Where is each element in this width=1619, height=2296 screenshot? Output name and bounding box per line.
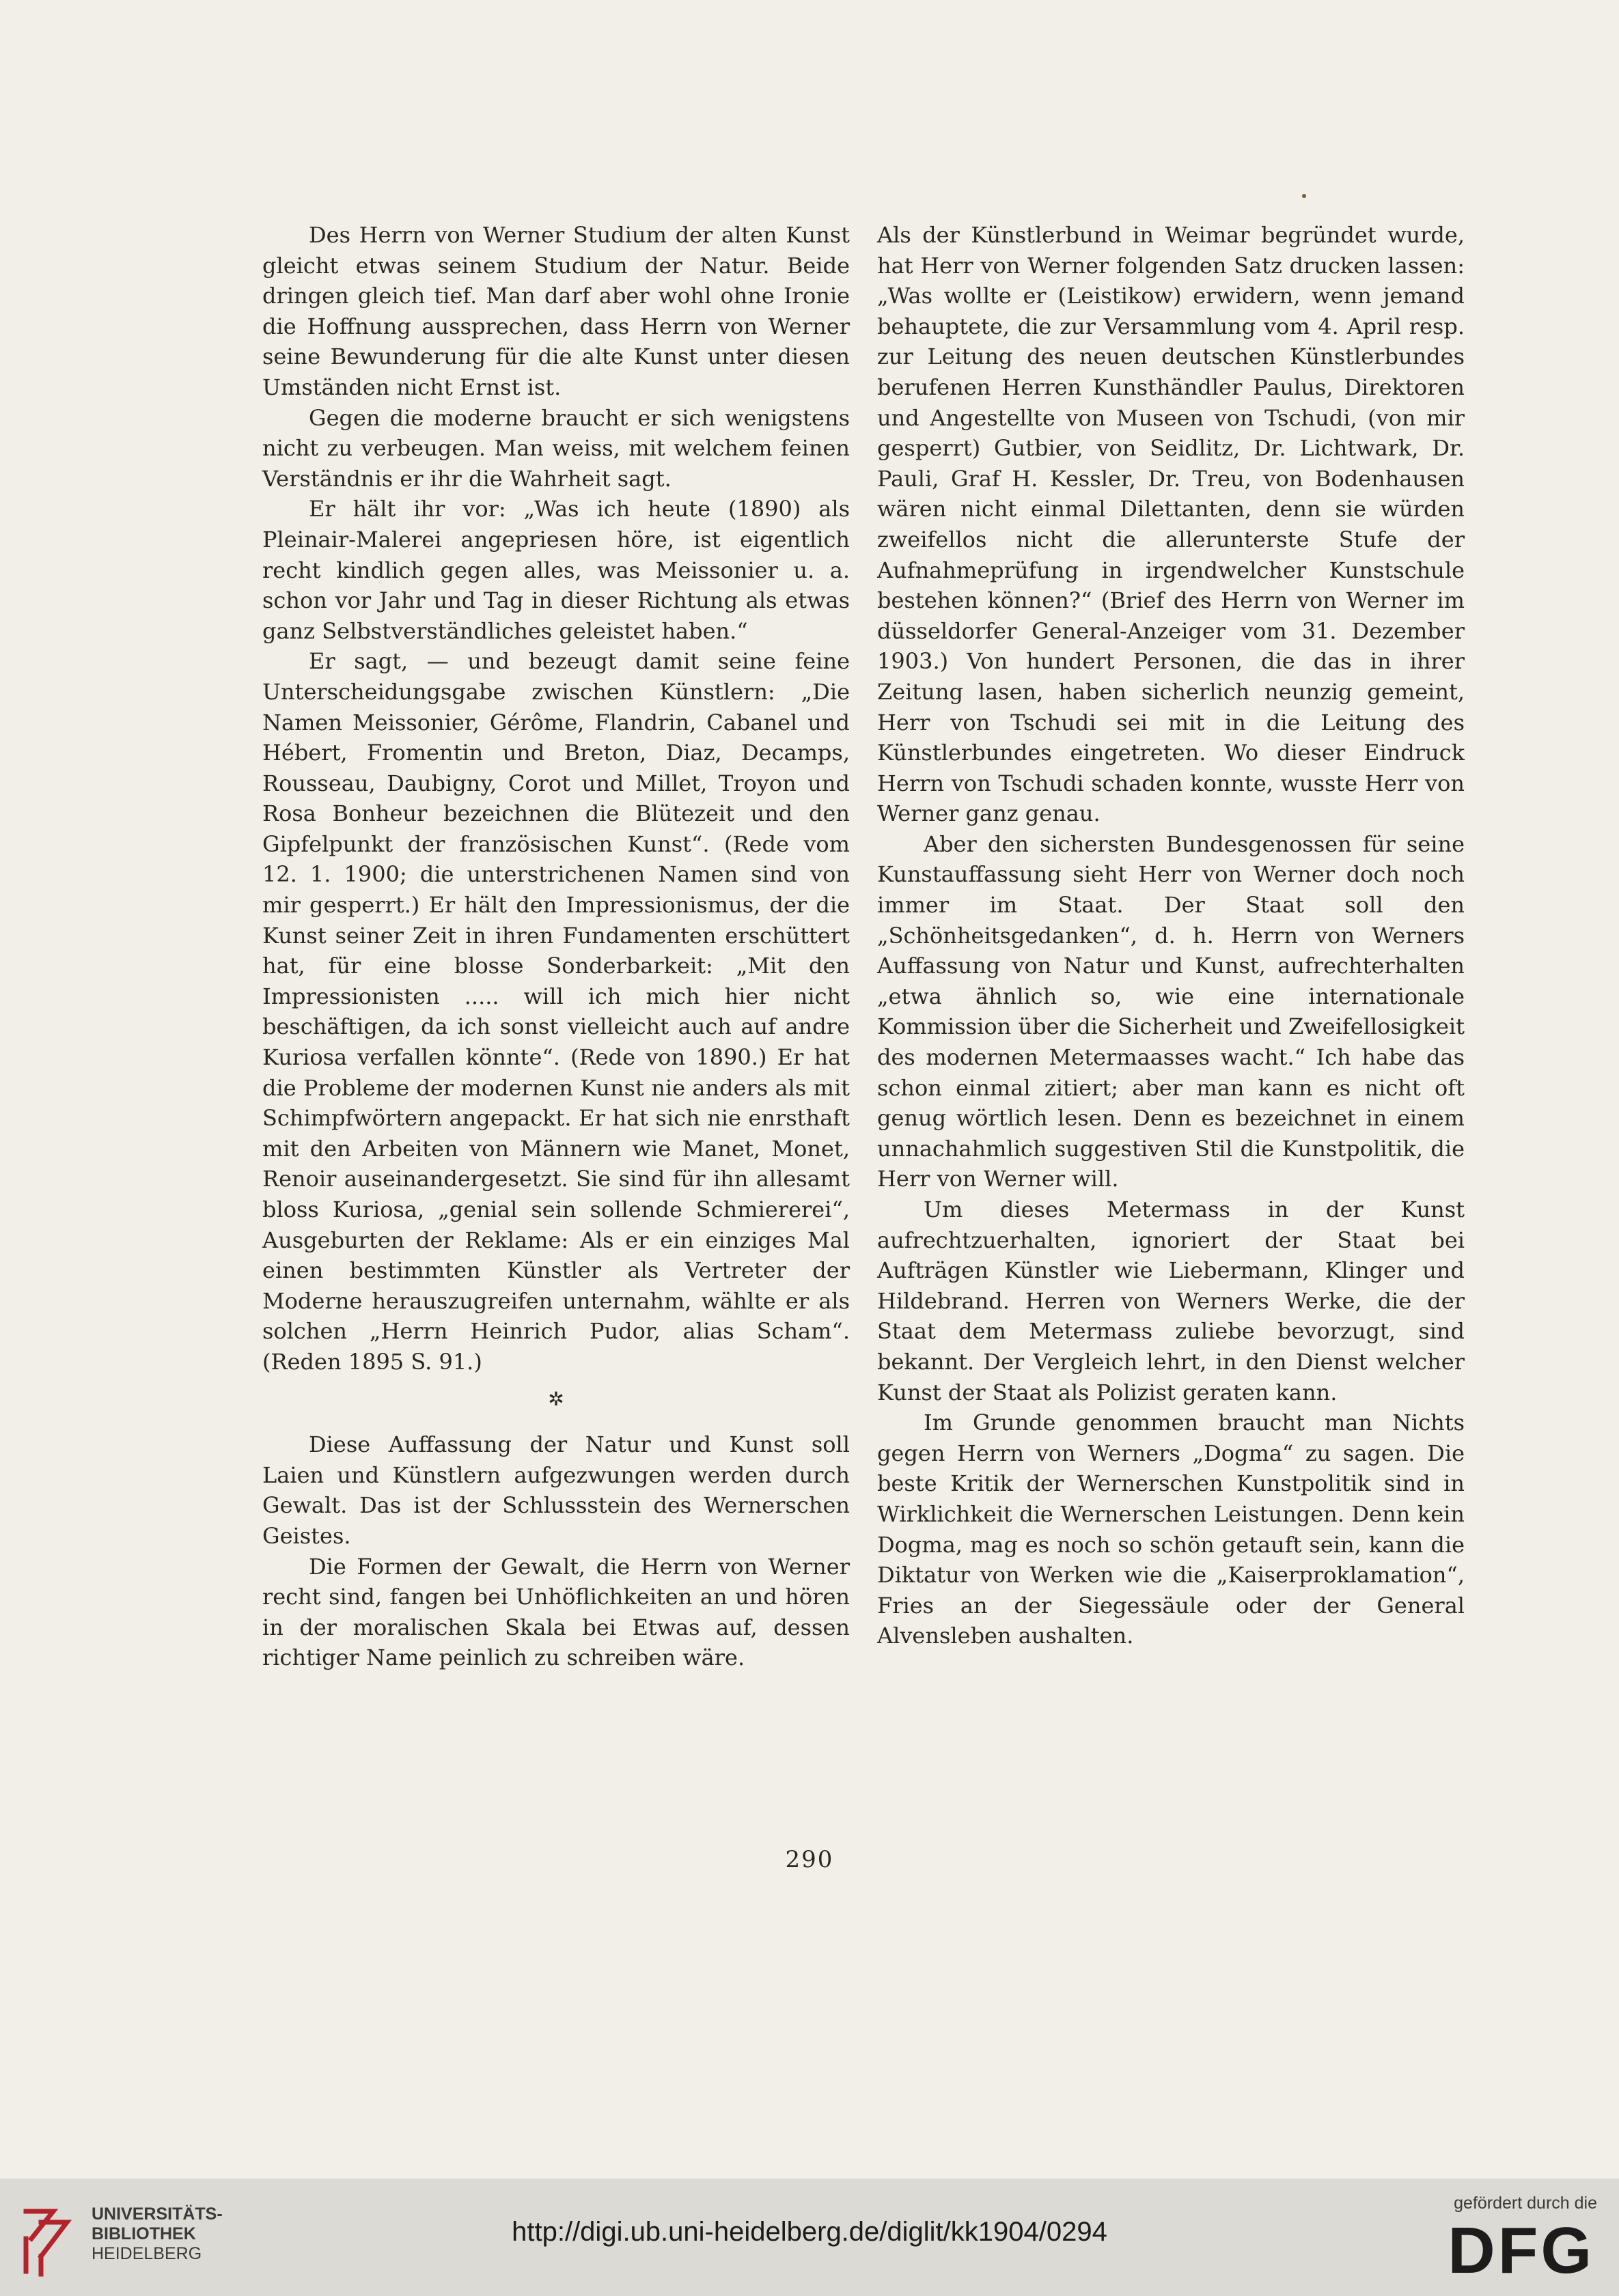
paragraph: Er hält ihr vor: „Was ich heute (1890) als Pleinair-Malerei angepriesen höre, ist eigentlich recht kindlich gegen alles, was Meissonier u. a. schon vor Jahr und Tag in dieser Richtung als etwas ganz Selbstverständliches geleistet haben.“ bbox=[262, 496, 850, 644]
page-number: 290 bbox=[785, 1846, 834, 1873]
library-line: UNIVERSITÄTS- bbox=[92, 2204, 223, 2224]
paragraph: Im Grunde genommen braucht man Nichts gegen Herrn von Werners „Dogma“ zu sagen. Die beste Kritik der Wernerschen Kunstpolitik sind in Wirklichkeit die Wernerschen Leistungen. Denn kein Dogma, mag es noch so schön getauft sein, kann die Diktatur von Werken wie die „Kaiserproklamation“, Fries an der Siegessäule oder der General Alvensleben aushalten. bbox=[877, 1410, 1465, 1649]
library-line: HEIDELBERG bbox=[92, 2244, 202, 2263]
paragraph: Die Formen der Gewalt, die Herrn von Werner recht sind, fangen bei Unhöflichkeiten an und hören in der moralischen Skala bei Etwas auf, dessen richtiger Name peinlich zu schreiben wäre. bbox=[262, 1553, 850, 1671]
dfg-logo: DFG bbox=[1448, 2214, 1594, 2287]
paragraph: Gegen die moderne braucht er sich wenigstens nicht zu verbeugen. Man weiss, mit welchem feinen Verständnis er ihr die Wahrheit sagt. bbox=[262, 404, 850, 492]
funded-by-label: gefördert durch die bbox=[1454, 2194, 1597, 2213]
library-line: BIBLIOTHEK bbox=[92, 2224, 196, 2243]
document-url-link[interactable]: http://digi.ub.uni-heidelberg.de/diglit/kk1904/0294 bbox=[512, 2217, 1107, 2247]
ink-speck bbox=[1302, 194, 1306, 198]
paragraph: Um dieses Metermass in der Kunst aufrechtzuerhalten, ignoriert der Staat bei Aufträgen Künstler wie Liebermann, Klinger und Hildebrand. Herren von Werners Werke, die der Staat dem Metermass zuliebe bevorzugt, sind bekannt. Der Vergleich lehrt, in den Dienst welcher Kunst der Staat als Polizist geraten kann. bbox=[877, 1196, 1465, 1405]
paragraph: Er sagt, — und bezeugt damit seine feine Unterscheidungsgabe zwischen Künstlern: „Die Namen Meissonier, Gérôme, Flandrin, Cabanel und Hébert, Fromentin und Breton, Diaz, Decamps, Rousseau, Daubigny, Corot und Millet, Troyon und Rosa Bonheur bezeichnen die Blütezeit und den Gipfelpunkt der französischen Kunst“. (Rede vom 12. 1. 1900; die unterstrichenen Namen sind von mir gesperrt.) Er hält den Impressionismus, der die Kunst seiner Zeit in ihren Fundamenten erschüttert hat, für eine blosse Sonderbarkeit: „Mit den Impressionisten ..... will ich mich hier nicht beschäftigen, da ich sonst vielleicht auch auf andre Kuriosa verfallen könnte“. (Rede von 1890.) Er hat die Probleme der modernen Kunst nie anders als mit Schimpfwörtern angepackt. Er hat sich nie enrsthaft mit den Arbeiten von Männern wie Manet, Monet, Renoir auseinandergesetzt. Sie sind für ihn allesamt bloss Kuriosa, „genial sein sollende Schmiererei“, Ausgeburten der Reklame: Als er ein einziges Mal einen bestimmten Künstler als Vertreter der Moderne herauszugreifen unternahm, wählte er als solchen „Herrn Heinrich Pudor, alias Scham“. (Reden 1895 S. 91.) bbox=[262, 648, 850, 1375]
section-separator: ✲ bbox=[548, 1387, 564, 1410]
paragraph: Als der Künstlerbund in Weimar begründet wurde, hat Herr von Werner folgenden Satz drucken lassen: „Was wollte er (Leistikow) erwidern, wenn jemand behauptete, die zur Versammlung vom 4. April resp. zur Leitung des neuen deutschen Künstlerbundes berufenen Herren Kunsthändler Paulus, Direktoren und Angestellte von Museen von Tschudi, (von mir gesperrt) Gutbier, von Seidlitz, Dr. Lichtwark, Dr. Pauli, Graf H. Kessler, Dr. Treu, von Bodenhausen wären nicht einmal Dilettanten, denn sie würden zweifellos nicht die allerunterste Stufe der Aufnahmeprüfung in irgendwelcher Kunstschule bestehen können?“ (Brief des Herrn von Werner im düsseldorfer General-Anzeiger vom 31. Dezember 1903.) Von hundert Personen, die das in ihrer Zeitung lasen, haben sicherlich neunzig gemeint, Herr von Tschudi sei mit in die Leitung des Künstlerbundes eingetreten. Wo dieser Eindruck Herrn von Tschudi schaden konnte, wusste Herr von Werner ganz genau. bbox=[877, 222, 1465, 827]
paragraph: Des Herrn von Werner Studium der alten Kunst gleicht etwas seinem Studium der Natur. Beide dringen gleich tief. Man darf aber wohl ohne Ironie die Hoffnung aussprechen, dass Herrn von Werner seine Bewunderung für die alte Kunst unter diesen Umständen nicht Ernst ist. bbox=[262, 222, 850, 400]
paragraph: Aber den sichersten Bundesgenossen für seine Kunstauffassung sieht Herr von Werner doch noch immer im Staat. Der Staat soll den „Schönheitsgedanken“, d. h. Herrn von Werners Auffassung von Natur und Kunst, aufrechterhalten „etwa ähnlich so, wie eine internationale Kommission über die Sicherheit und Zweifellosigkeit des modernen Metermaasses wacht.“ Ich habe das schon einmal zitiert; aber man kann es nicht oft genug wörtlich lesen. Denn es bezeichnet in einem unnachahmlich suggestiven Stil die Kunstpolitik, die Herr von Werner will. bbox=[877, 830, 1465, 1192]
paragraph: Diese Auffassung der Natur und Kunst soll Laien und Künstlern aufgezwungen werden durch Gewalt. Das ist der Schlussstein des Wernerschen Geistes. bbox=[262, 1431, 850, 1549]
right-text-column bbox=[877, 220, 1465, 1651]
left-text-column bbox=[262, 220, 850, 1673]
